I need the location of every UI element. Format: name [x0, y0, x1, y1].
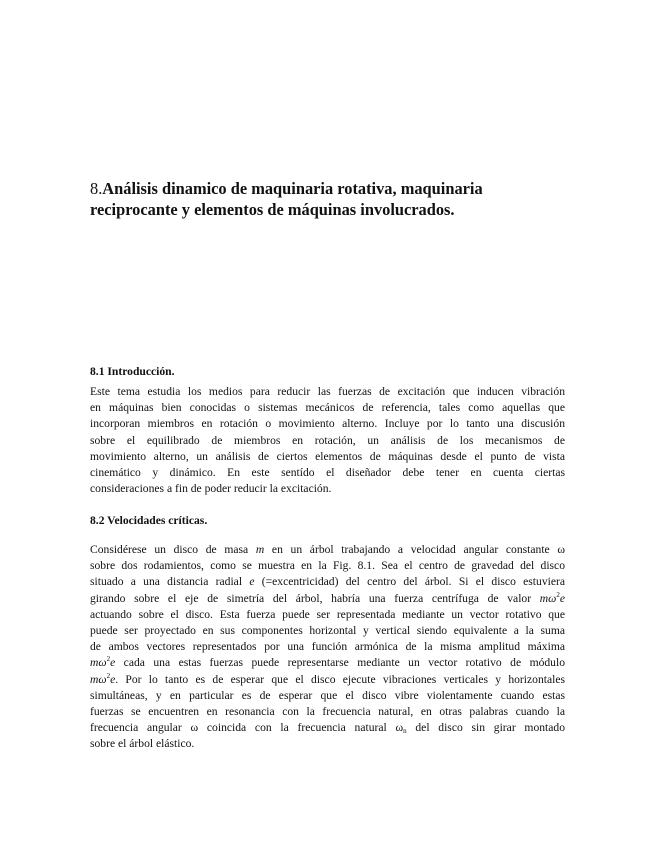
formula-exponent: 2	[106, 671, 111, 680]
formula-m-omega: mω	[90, 672, 107, 686]
section-heading-velocidades: 8.2 Velocidades críticas.	[90, 514, 208, 527]
paragraph-line	[90, 720, 565, 736]
critical-speed-paragraph	[90, 542, 565, 753]
intro-paragraph	[90, 384, 565, 497]
chapter-title-text: Análisis dinamico de maquinaria rotativa, maquinaria reciprocante y elementos de máquinas involucrados.	[90, 179, 483, 219]
text-run: cada una estas fuerzas puede representarse mediante un vector rotativo de módulo	[115, 656, 565, 670]
paragraph-line: puede ser proyectado en sus componentes horizontal y vertical siendo equivalente a la suma	[90, 624, 565, 638]
paragraph-line: Este tema estudia los medios para reducir las fuerzas de excitación que inducen vibración	[90, 385, 565, 398]
section-heading-introduccion: 8.1 Introducción.	[90, 365, 175, 378]
paragraph-line: consideraciones a fin de poder reducir la excitación.	[90, 482, 332, 496]
paragraph-line: en máquinas bien conocidas o sistemas mecánicos de referencia, tales como aquellas que	[90, 401, 565, 415]
eccentricity-symbol: e	[249, 575, 255, 589]
paragraph-line: movimiento alterno, un análisis de ciertos elementos de máquinas desde el punto de vista	[90, 449, 565, 463]
text-run: del disco sin girar montado	[406, 721, 565, 735]
paragraph-line: sobre el equilibrado de miembros en rotación, un análisis de los mecanismos de	[90, 433, 565, 447]
formula-e: e	[110, 672, 116, 686]
paragraph-line	[90, 591, 565, 607]
paragraph-line	[90, 672, 565, 688]
text-run: (=excentricidad) del centro del árbol. Si el disco estuviera	[254, 575, 565, 589]
paragraph-line: sobre dos rodamientos, como se muestra en la Fig. 8.1. Sea el centro de gravedad del disco	[90, 559, 565, 573]
formula-exponent: 2	[106, 655, 111, 664]
paragraph-line	[90, 655, 565, 671]
formula-m-omega: mω	[90, 656, 107, 670]
text-run: girando sobre el eje de simetría del árbol, habría una fuerza centrífuga de valor	[90, 591, 540, 605]
chapter-title	[90, 178, 570, 220]
paragraph-line: simultáneas, y en particular es de esperar que el disco vibre violentamente cuando estas	[90, 688, 565, 702]
formula-exponent: 2	[556, 590, 560, 599]
formula-m-omega: mω	[539, 591, 557, 605]
paragraph-line: fuerzas se encuentren en resonancia con la frecuencia natural, en otras palabras cuando la	[90, 705, 565, 719]
subscript-n: n	[403, 727, 407, 736]
mass-symbol: m	[255, 543, 265, 556]
paragraph-line	[90, 574, 565, 590]
paragraph-line: incorporan miembros en rotación o movimiento alterno. Incluye por lo tanto una discusión	[90, 417, 565, 431]
formula-e: e	[559, 591, 565, 605]
formula-e: e	[110, 656, 116, 670]
text-run: frecuencia angular ω coincida con la frecuencia natural ω	[90, 721, 404, 735]
text-run: Considérese un disco de masa	[90, 543, 256, 556]
text-run: . Por lo tanto es de esperar que el disco ejecute vibraciones verticales y horizontales	[115, 672, 565, 686]
paragraph-line	[90, 542, 565, 558]
paragraph-line: actuando sobre el disco. Esta fuerza puede ser representada mediante un vector rotativo que	[90, 607, 565, 621]
paragraph-line: de ambos vectores representados por una función armónica de la misma amplitud máxima	[90, 640, 565, 654]
text-run: situado a una distancia radial	[90, 575, 250, 589]
text-run: en un árbol trabajando a velocidad angular constante ω	[264, 543, 565, 556]
paragraph-line: cinemático y dinámico. En este sentído el diseñador debe tener en cuenta ciertas	[90, 466, 565, 480]
chapter-number: 8.	[90, 179, 103, 198]
paragraph-line: sobre el árbol elástico.	[90, 737, 195, 751]
